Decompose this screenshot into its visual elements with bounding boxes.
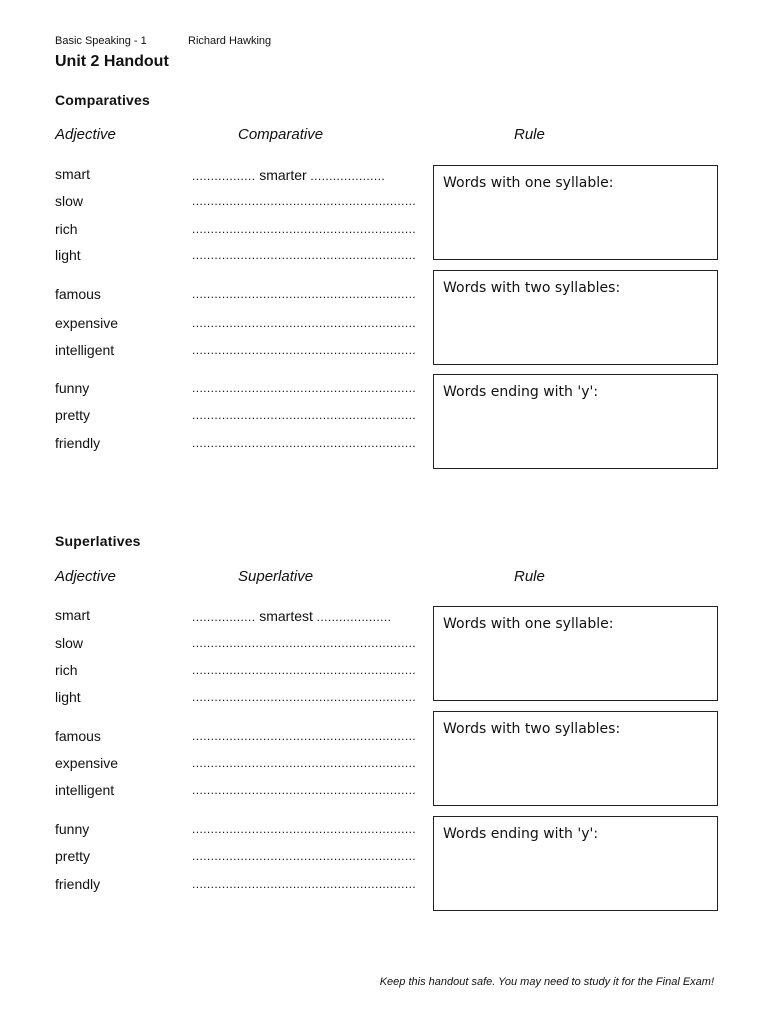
answer-blank[interactable]: ............................................................ [192, 248, 417, 262]
adjective-word: slow [55, 635, 84, 651]
answer-blank[interactable]: ............................................................ [192, 783, 417, 797]
answer-blank[interactable]: ............................................................ [192, 287, 417, 301]
comparatives-rule-box-ending-y[interactable] [433, 374, 718, 469]
rule-box-label: Words with two syllables: [443, 721, 621, 737]
adjective-word: friendly [55, 876, 101, 892]
answer-blank[interactable]: ............................................................ [192, 636, 417, 650]
rule-box-label: Words with one syllable: [443, 175, 614, 191]
adjective-word: expensive [55, 315, 119, 331]
comparatives-heading: Comparatives [55, 92, 150, 108]
adjective-word: intelligent [55, 782, 115, 798]
answer-blank[interactable]: ............................................................ [192, 756, 417, 770]
rule-box-label: Words with one syllable: [443, 616, 614, 632]
answer-text: smartest [259, 608, 313, 624]
adjective-word: famous [55, 286, 101, 302]
adjective-word: rich [55, 662, 78, 678]
answer-blank[interactable]: ............................................................ [192, 316, 417, 330]
answer-blank[interactable]: ............................................................ [192, 222, 417, 236]
superlatives-col-form: Superlative [238, 568, 314, 585]
adjective-word: rich [55, 221, 78, 237]
answer-blank[interactable]: ............................................................ [192, 436, 417, 450]
superlatives-rule-box-two-syllables[interactable] [433, 711, 718, 806]
adjective-word: famous [55, 728, 101, 744]
adjective-word: intelligent [55, 342, 115, 358]
superlatives-rule-box-ending-y[interactable] [433, 816, 718, 911]
comparatives-col-adjective: Adjective [55, 126, 116, 143]
answer-blank[interactable]: ............................................................ [192, 690, 417, 704]
comparatives-rule-box-one-syllable[interactable] [433, 165, 718, 260]
superlatives-rule-box-one-syllable[interactable] [433, 606, 718, 701]
answer-blank[interactable]: ............................................................ [192, 343, 417, 357]
superlatives-heading: Superlatives [55, 533, 141, 549]
answer-blank[interactable]: ............................................................ [192, 408, 417, 422]
adjective-word: light [55, 247, 81, 263]
rule-box-label: Words ending with 'y': [443, 826, 599, 842]
comparatives-col-form: Comparative [238, 126, 324, 143]
adjective-word: light [55, 689, 81, 705]
rule-box-label: Words ending with 'y': [443, 384, 599, 400]
answer-blank[interactable]: ............................................................ [192, 381, 417, 395]
adjective-word: funny [55, 380, 90, 396]
adjective-word: smart [55, 166, 90, 182]
adjective-word: expensive [55, 755, 119, 771]
adjective-word: smart [55, 607, 90, 623]
answer-blank[interactable]: ................. smartest .................... [192, 608, 392, 624]
superlatives-col-rule: Rule [514, 568, 545, 585]
answer-blank[interactable]: ............................................................ [192, 822, 417, 836]
comparatives-rule-box-two-syllables[interactable] [433, 270, 718, 365]
adjective-word: pretty [55, 407, 91, 423]
superlatives-col-adjective: Adjective [55, 568, 116, 585]
adjective-word: slow [55, 193, 84, 209]
course-label: Basic Speaking - 1 [55, 35, 147, 47]
answer-blank[interactable]: ............................................................ [192, 877, 417, 891]
answer-blank[interactable]: ............................................................ [192, 194, 417, 208]
adjective-word: friendly [55, 435, 101, 451]
answer-blank[interactable]: ............................................................ [192, 729, 417, 743]
rule-box-label: Words with two syllables: [443, 280, 621, 296]
comparatives-col-rule: Rule [514, 126, 545, 143]
answer-blank[interactable]: ............................................................ [192, 663, 417, 677]
answer-blank[interactable]: ............................................................ [192, 849, 417, 863]
page-title: Unit 2 Handout [55, 53, 169, 70]
answer-text: smarter [259, 167, 307, 183]
adjective-word: pretty [55, 848, 91, 864]
footer-note: Keep this handout safe. You may need to study it for the Final Exam! [379, 976, 714, 988]
instructor-label: Richard Hawking [188, 35, 272, 47]
answer-blank[interactable]: ................. smarter .................... [192, 167, 386, 183]
adjective-word: funny [55, 821, 90, 837]
